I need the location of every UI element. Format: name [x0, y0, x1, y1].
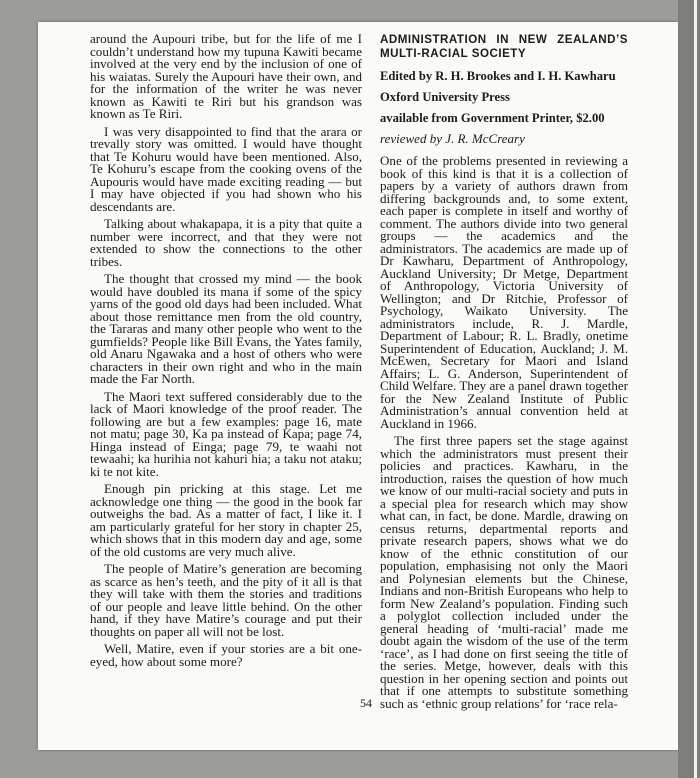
adjacent-page-edge: [678, 0, 700, 778]
body-paragraph: One of the problems presented in reviewing a book of this kind is that it is a collection of papers by a variety of authors drawn from differing backgrounds and, to some extent, each paper is complete in itself and worthy of comment. The authors divide into two general groups — the academics and the administrators. The academics are made up of Dr Kawharu, Department of Anthropology, Auckland University; Dr Metge, Department of Anthropology, Victoria University of Wellington; and Dr Ritchie, Professor of Psychology, Waikato University. The administrators include, R. J. Mardle, Department of Labour; R. L. Bradly, onetime Superintendent of Education, Auckland; J. M. McEwen, Secretary for Maori and Island Affairs; L. G. Anderson, Superintendent of Child Welfare. They are a panel drawn together for the New Zealand Institute of Public Administration’s annual convention held at Auckland in 1966.: [380, 153, 628, 431]
body-paragraph: The Maori text suffered considerably due to the lack of Maori knowledge of the proof reader. The following are but a few examples: page 16, mate not matu; page 30, Ka pa instead of Kapa; page 74, Hinga instead of Einga; page 79, te waahi not tewaahi; ka hurihia not kahuri hia; a taku not ataku; ki te not kite.: [90, 388, 362, 479]
body-paragraph: The thought that crossed my mind — the book would have doubled its mana if some of the spicy yarns of the good old days had been included. What about those remittance men from the old country, the Tararas and many other people who went to the gumfields? People like Bill Evans, the Yates family, old Anaru Ngawaka and a host of others who were characters in their own right and who in the main made the Far North.: [90, 271, 362, 386]
book-publisher: Oxford University Press: [380, 90, 510, 104]
book-editors: Edited by R. H. Brookes and I. H. Kawharu: [380, 69, 616, 83]
body-paragraph: I was very disappointed to find that the arara or trevally story was omitted. I would have thought that Te Kohuru would have been mentioned. Also, Te Kohuru’s escape from the cooking ovens of the Aupouris would have made exciting reading — but I may have objected if you had shown who his descendants are.: [90, 123, 362, 214]
review-title: ADMINISTRATION IN NEW ZEALAND’S MULTI-RACIAL SOCIETY: [380, 33, 628, 60]
body-paragraph: The first three papers set the stage against which the administrators must present their policies and practices. Kawharu, in the introduction, raises the question of how much we know of our multi-racial society and puts in a special plea for research which may show what can, in fact, be done. Mardle, drawing on census returns, departmental reports and private research papers, shows what we do know of the ethnic constitution of our population, emphasising not only the Maori and Polynesian elements but the Chinese, Indians and non-British Europeans who help to form New Zealand’s population. Finding such a polyglot collection included under the general heading of ‘multi-racial’ made me doubt again the wisdom of the use of the term ‘race’, as I had done on first seeing the title of the series. Metge, however, deals with this question in her opening section and points out that if one attempts to substitute something such as ‘ethnic group relations’ for ‘race rela-: [380, 433, 628, 711]
body-paragraph: The people of Matire’s generation are becoming as scarce as hen’s teeth, and the pity of it all is that they will take with them the stories and traditions of our people and leave little behind. On the other hand, if they have Matire’s courage and put their thoughts on paper all will not be lost.: [90, 561, 362, 639]
body-paragraph: Talking about whakapapa, it is a pity that quite a number were incorrect, and that they were not extended to show the connections to the other tribes.: [90, 216, 362, 269]
book-availability: available from Government Printer, $2.00: [380, 111, 605, 125]
right-column: [380, 33, 628, 715]
reviewer-byline: reviewed by J. R. McCreary: [380, 131, 525, 146]
page-number: 54: [360, 696, 372, 710]
left-column: [90, 33, 362, 673]
body-paragraph: around the Aupouri tribe, but for the life of me I couldn’t understand how my tupuna Kawiti became involved at the very end by the inclusion of one of his waiatas. Surely the Aupouri have their own, and for the information of the writer he was never known as Kawiti te Riri but his grandson was known as Te Riri.: [90, 31, 362, 121]
body-paragraph: Enough pin pricking at this stage. Let me acknowledge one thing — the good in the book far outweighs the bad. As a matter of fact, I like it. I am particularly grateful for her story in chapter 25, which shows that in this modern day and age, some of the old customs are very much alive.: [90, 481, 362, 559]
body-paragraph: Well, Matire, even if your stories are a bit one-eyed, how about some more?: [90, 641, 362, 669]
